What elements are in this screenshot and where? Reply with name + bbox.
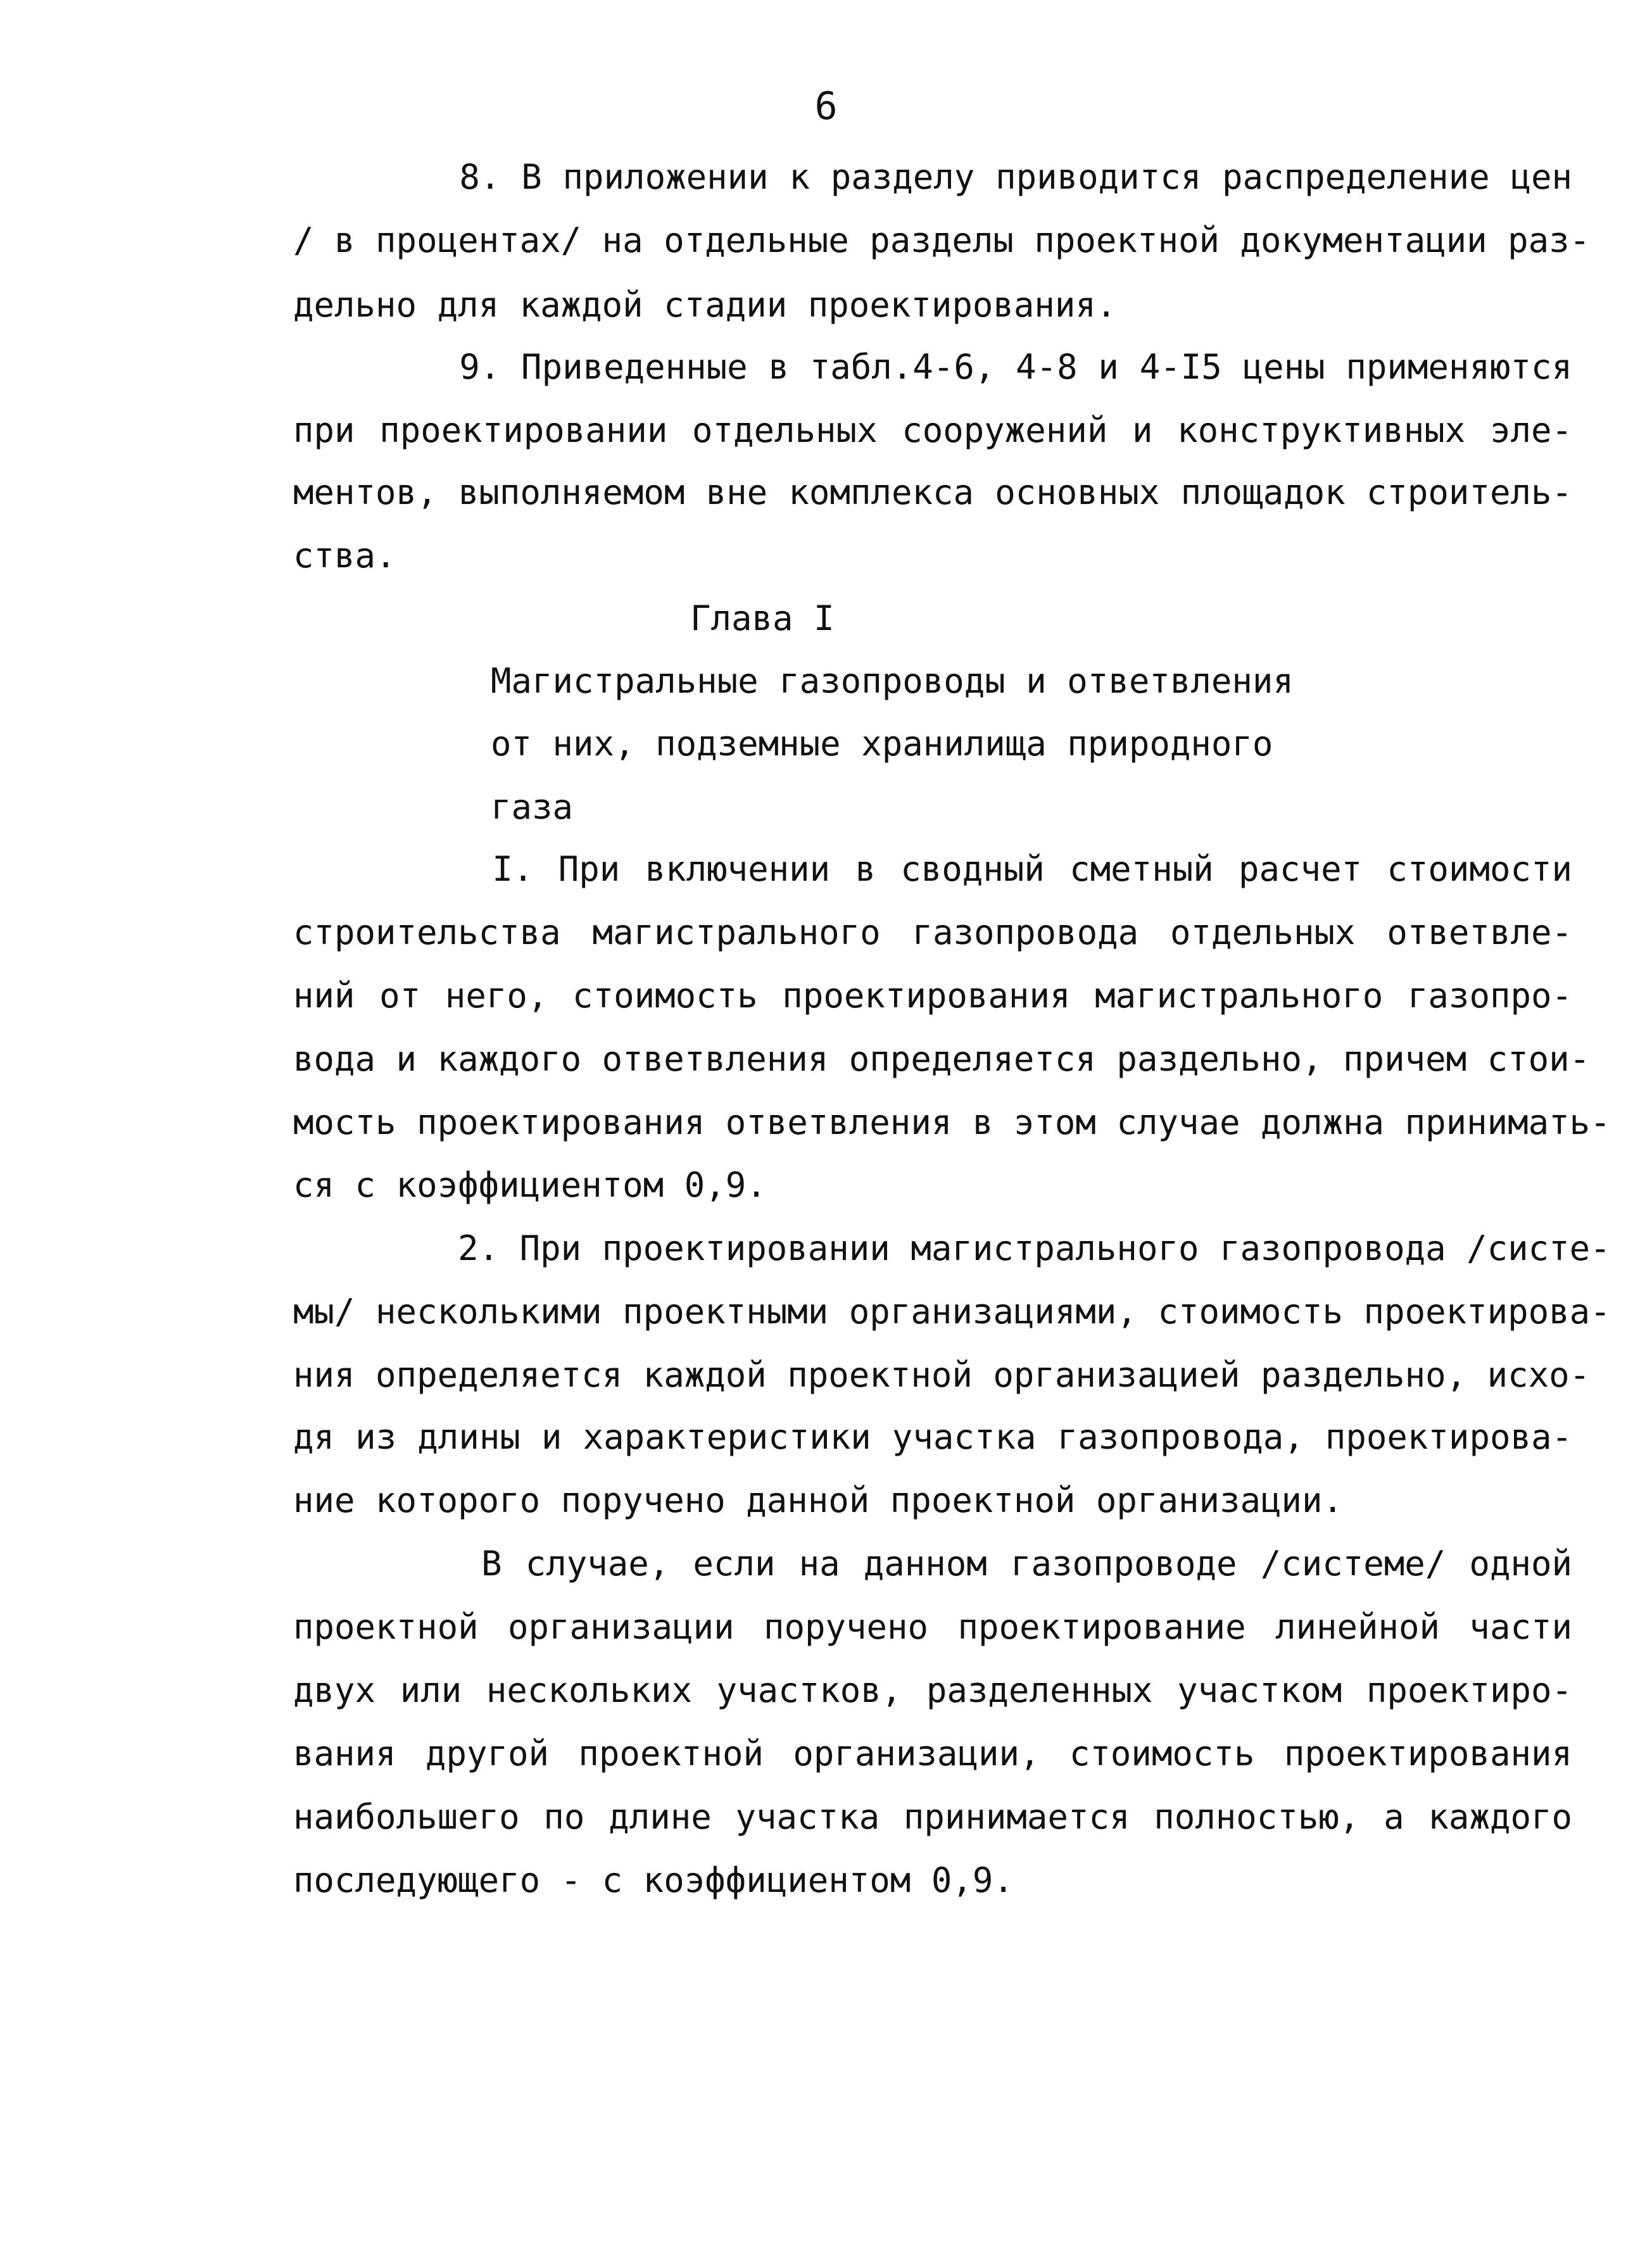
- text-line: наибольшего по длине участка принимается полностью, а каждого: [293, 1797, 1572, 1837]
- text-line: 2. При проектировании магистрального газопровода /систе-: [293, 1228, 1611, 1268]
- chapter-title-line: от них, подземные хранилища природного: [491, 724, 1273, 764]
- text-line: строительства магистрального газопровода отдельных ответвле-: [293, 912, 1572, 952]
- text-line: / в процентах/ на отдельные разделы проектной документации раз-: [293, 220, 1591, 260]
- text-line: ся с коэффициентом 0,9.: [293, 1165, 767, 1205]
- text-line: мы/ несколькими проектными организациями, стоимость проектирова-: [293, 1292, 1611, 1332]
- chapter-label: Глава I: [690, 598, 835, 638]
- text-line: при проектировании отдельных сооружений и конструктивных эле-: [293, 410, 1572, 450]
- text-line: проектной организации поручено проектирование линейной части: [293, 1607, 1572, 1647]
- text-line: В случае, если на данном газопроводе /системе/ одной: [293, 1544, 1572, 1584]
- text-line: дя из длины и характеристики участка газопровода, проектирова-: [293, 1417, 1572, 1457]
- text-line: ства.: [293, 536, 396, 576]
- text-line: мость проектирования ответвления в этом случае должна принимать-: [293, 1102, 1611, 1142]
- text-line: I. При включении в сводный сметный расчет стоимости: [293, 849, 1572, 889]
- text-line: ментов, выполняемом вне комплекса основных площадок строитель-: [293, 472, 1572, 512]
- text-line: ния определяется каждой проектной организацией раздельно, исхо-: [293, 1355, 1591, 1395]
- text-line: последующего - с коэффициентом 0,9.: [293, 1860, 1014, 1900]
- chapter-title-line: Магистральные газопроводы и ответвления: [491, 661, 1294, 701]
- text-line: вания другой проектной организации, стоимость проектирования: [293, 1734, 1572, 1774]
- text-line: вода и каждого ответвления определяется раздельно, причем стои-: [293, 1039, 1591, 1079]
- page-number: 6: [814, 84, 838, 129]
- text-line: 9. Приведенные в табл.4-6, 4-8 и 4-I5 цены применяются: [293, 347, 1572, 387]
- chapter-title-line: газа: [491, 787, 574, 827]
- text-line: двух или нескольких участков, разделенных участком проектиро-: [293, 1670, 1572, 1710]
- text-line: 8. В приложении к разделу приводится распределение цен: [293, 157, 1572, 197]
- text-line: ний от него, стоимость проектирования магистрального газопро-: [293, 976, 1572, 1016]
- text-line: ние которого поручено данной проектной организации.: [293, 1480, 1344, 1520]
- text-line: дельно для каждой стадии проектирования.: [293, 285, 1117, 325]
